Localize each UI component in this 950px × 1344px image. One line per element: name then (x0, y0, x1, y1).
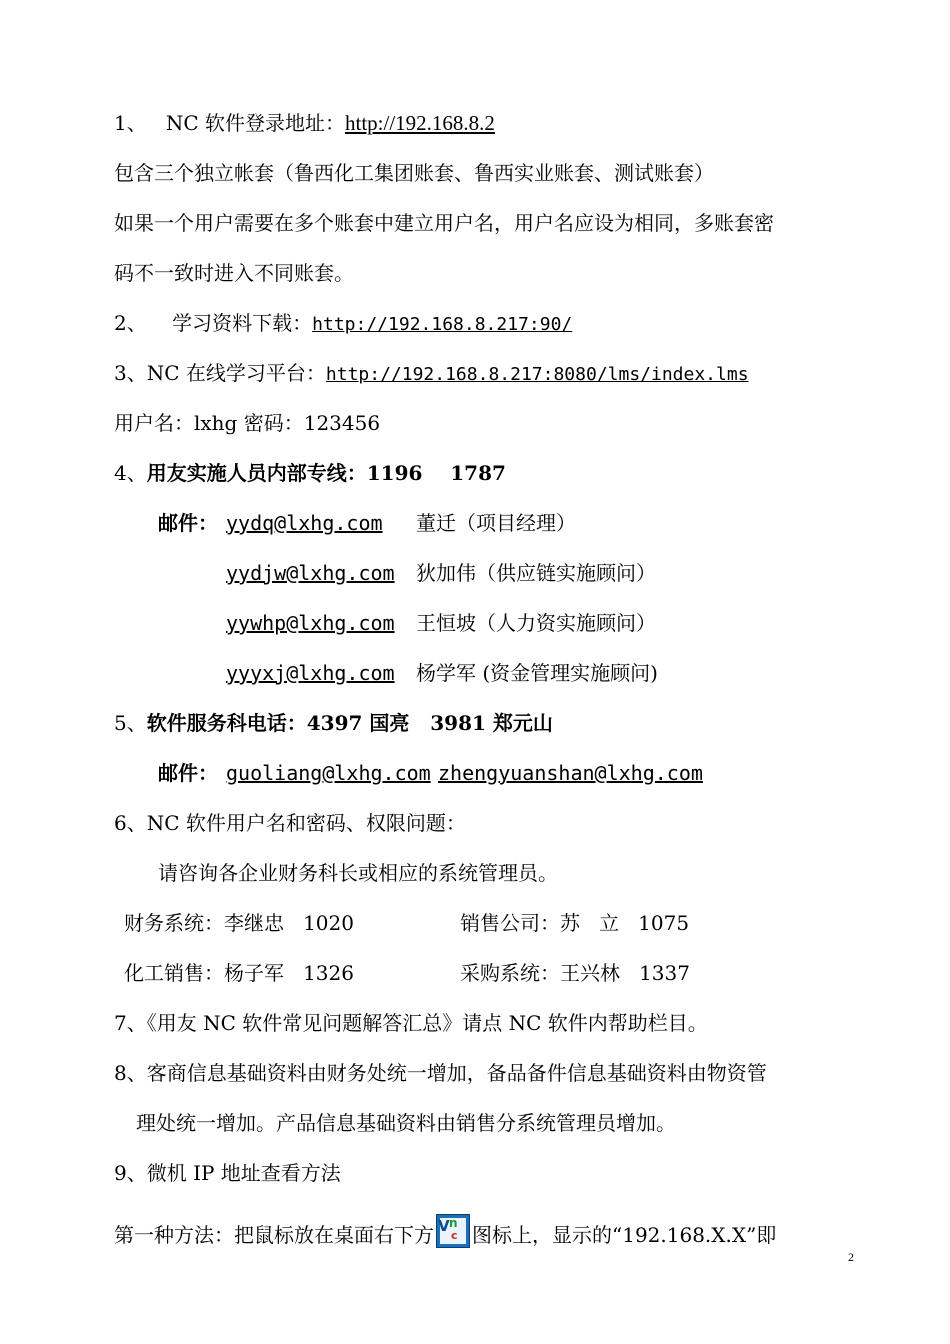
page-number: 2 (848, 1250, 854, 1264)
contact-email[interactable]: yywhp@lxhg.com (226, 611, 395, 635)
contact-email[interactable]: yydq@lxhg.com (226, 511, 383, 535)
contact-name: 杨学军 (资金管理实施顾问) (416, 661, 658, 685)
line-permission-heading: 6、NC 软件用户名和密码、权限问题： (114, 811, 466, 835)
line-download: 2、 学习资料下载：http://192.168.8.217:90/ (114, 311, 573, 335)
contact-email[interactable]: yyyxj@lxhg.com (226, 661, 395, 685)
line-multi-account-cont: 码不一致时进入不同账套。 (114, 261, 354, 285)
service-email-1[interactable]: guoliang@lxhg.com (226, 761, 431, 785)
line-yonyou-hotline: 4、用友实施人员内部专线：1196 1787 (114, 461, 506, 485)
line-multi-account: 如果一个用户需要在多个账套中建立用户名，用户名应设为相同，多账套密 (114, 211, 774, 235)
line-credentials: 用户名：lxhg 密码：123456 (114, 411, 381, 435)
phone-right: 销售公司：苏 立 1075 (460, 911, 690, 935)
phone-left: 财务系统：李继忠 1020 (124, 911, 354, 935)
line-ip-method: 第一种方法：把鼠标放在桌面右下方 V n c 图标上，显示的“192.168.X.X”即 (114, 1216, 777, 1247)
contact-name: 董迁（项目经理） (416, 511, 576, 535)
line-service-phone: 5、软件服务科电话：4397 国亮 3981 郑元山 (114, 711, 553, 735)
learning-platform-link[interactable]: http://192.168.8.217:8080/lms/index.lms (325, 364, 749, 385)
line-nc-login: 1、 NC 软件登录地址：http://192.168.8.2 (114, 111, 495, 135)
line-consult: 请咨询各企业财务科长或相应的系统管理员。 (158, 861, 558, 885)
download-link[interactable]: http://192.168.8.217:90/ (312, 314, 573, 335)
line-ip-heading: 9、微机 IP 地址查看方法 (114, 1161, 341, 1185)
line-accounts: 包含三个独立帐套（鲁西化工集团账套、鲁西实业账套、测试账套） (114, 161, 714, 185)
line-faq: 7、《用友 NC 软件常见问题解答汇总》请点 NC 软件内帮助栏目。 (114, 1011, 708, 1035)
phone-left: 化工销售：杨子军 1326 (124, 961, 354, 985)
mail-label: 邮件： (158, 511, 218, 535)
contact-email[interactable]: yydjw@lxhg.com (226, 561, 395, 585)
phone-right: 采购系统：王兴林 1337 (460, 961, 690, 985)
line-master-data: 8、客商信息基础资料由财务处统一增加，备品备件信息基础资料由物资管 (114, 1061, 767, 1085)
vnc-icon: V n c (436, 1214, 470, 1248)
contact-name: 王恒坡（人力资实施顾问） (416, 611, 656, 635)
line-learning-platform: 3、NC 在线学习平台：http://192.168.8.217:8080/lms/index.lms (114, 361, 749, 385)
contact-name: 狄加伟（供应链实施顾问） (416, 561, 656, 585)
line-master-data-cont: 理处统一增加。产品信息基础资料由销售分系统管理员增加。 (136, 1111, 676, 1135)
service-email-2[interactable]: zhengyuanshan@lxhg.com (438, 761, 703, 785)
service-mail-label: 邮件： (158, 761, 218, 785)
nc-login-link[interactable]: http://192.168.8.2 (344, 111, 495, 135)
